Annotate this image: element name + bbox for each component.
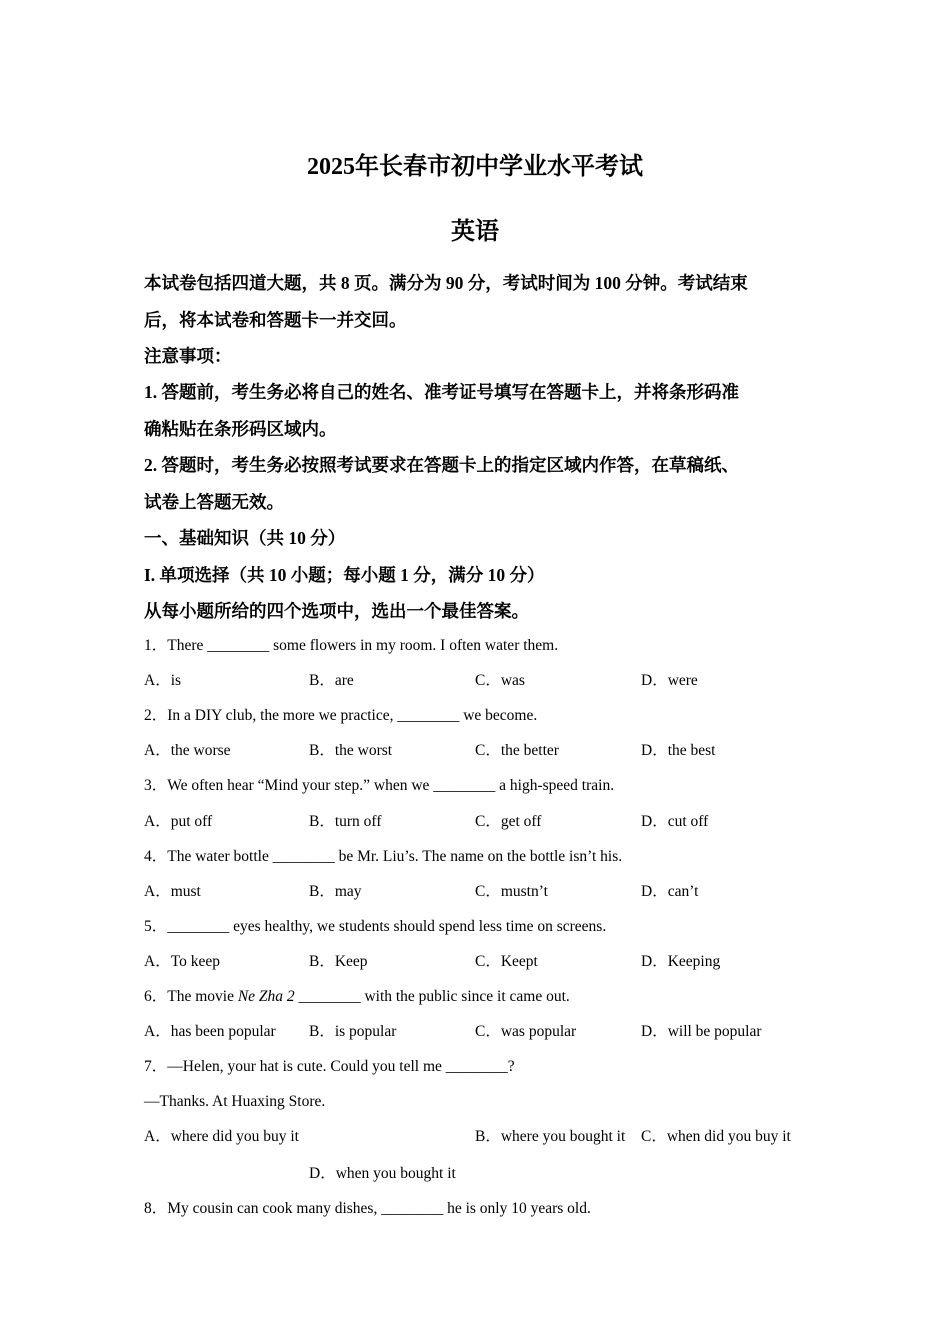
option-d: D．can’t: [641, 883, 699, 900]
note-2-line-1: 2. 答题时，考生务必按照考试要求在答题卡上的指定区域内作答，在草稿纸、: [144, 455, 739, 475]
option-c: C．Keept: [475, 953, 538, 970]
option-b: B．are: [309, 672, 354, 689]
option-c: C．when did you buy it: [641, 1128, 791, 1145]
option-b: B．may: [309, 883, 362, 900]
question-7-options-row-2: [144, 1163, 824, 1185]
option-c: C．was popular: [475, 1023, 577, 1040]
question-3-stem: 3．We often hear “Mind your step.” when we ________ a high-speed train.: [144, 777, 615, 794]
exam-title: 2025年长春市初中学业水平考试: [307, 154, 643, 180]
option-a: A．must: [144, 883, 201, 900]
option-a: A．has been popular: [144, 1023, 276, 1040]
question-1-options: [144, 670, 824, 692]
option-b: B．turn off: [309, 813, 382, 830]
question-7-options-row-1: [144, 1126, 824, 1148]
intro-line-2: 后，将本试卷和答题卡一并交回。: [144, 310, 407, 330]
option-b: B．where you bought it: [475, 1128, 626, 1145]
question-6-prefix: 6．The movie: [144, 988, 238, 1005]
option-b: B．is popular: [309, 1023, 397, 1040]
option-a: A．put off: [144, 813, 213, 830]
question-6-suffix: ________ with the public since it came out.: [294, 988, 570, 1005]
note-1-line-1: 1. 答题前，考生务必将自己的姓名、准考证号填写在答题卡上，并将条形码准: [144, 382, 739, 402]
question-6-options: [144, 1021, 824, 1043]
option-a: A．where did you buy it: [144, 1128, 299, 1145]
option-d: D．will be popular: [641, 1023, 762, 1040]
question-4-options: [144, 881, 824, 903]
question-6-stem: [144, 986, 824, 1008]
question-5-options: [144, 951, 824, 973]
option-b: B．the worst: [309, 742, 393, 759]
option-c: C．get off: [475, 813, 542, 830]
option-d: D．cut off: [641, 813, 709, 830]
question-4-stem: 4．The water bottle ________ be Mr. Liu’s. The name on the bottle isn’t his.: [144, 848, 623, 865]
option-d: D．when you bought it: [309, 1165, 456, 1182]
question-2-stem: 2．In a DIY club, the more we practice, ________ we become.: [144, 707, 538, 724]
option-c: C．mustn’t: [475, 883, 548, 900]
movie-title: Ne Zha 2: [237, 988, 295, 1005]
question-2-options: [144, 740, 824, 762]
part-title: 一、基础知识（共 10 分）: [144, 528, 346, 548]
option-a: A．To keep: [144, 953, 220, 970]
question-7-stem: 7．—Helen, your hat is cute. Could you tell me ________?: [144, 1058, 515, 1075]
exam-subject: 英语: [451, 219, 499, 245]
notice-label: 注意事项：: [144, 346, 232, 366]
option-d: D．were: [641, 672, 698, 689]
note-2-line-2: 试卷上答题无效。: [144, 492, 284, 512]
question-3-options: [144, 811, 824, 833]
option-c: C．the better: [475, 742, 559, 759]
option-b: B．Keep: [309, 953, 368, 970]
option-c: C．was: [475, 672, 525, 689]
question-5-stem: 5．________ eyes healthy, we students should spend less time on screens.: [144, 918, 607, 935]
note-1-line-2: 确粘贴在条形码区域内。: [144, 419, 337, 439]
question-7-reply: —Thanks. At Huaxing Store.: [144, 1093, 326, 1110]
sub-title: I. 单项选择（共 10 小题；每小题 1 分，满分 10 分）: [144, 565, 545, 585]
option-a: A．is: [144, 672, 182, 689]
intro-line-1: 本试卷包括四道大题，共 8 页。满分为 90 分，考试时间为 100 分钟。考试结束: [144, 273, 748, 293]
question-8-stem: 8．My cousin can cook many dishes, ________ he is only 10 years old.: [144, 1200, 591, 1217]
question-1-stem: 1．There ________ some flowers in my room. I often water them.: [144, 637, 559, 654]
option-d: D．Keeping: [641, 953, 721, 970]
option-a: A．the worse: [144, 742, 231, 759]
direction: 从每小题所给的四个选项中，选出一个最佳答案。: [144, 601, 529, 621]
option-d: D．the best: [641, 742, 716, 759]
